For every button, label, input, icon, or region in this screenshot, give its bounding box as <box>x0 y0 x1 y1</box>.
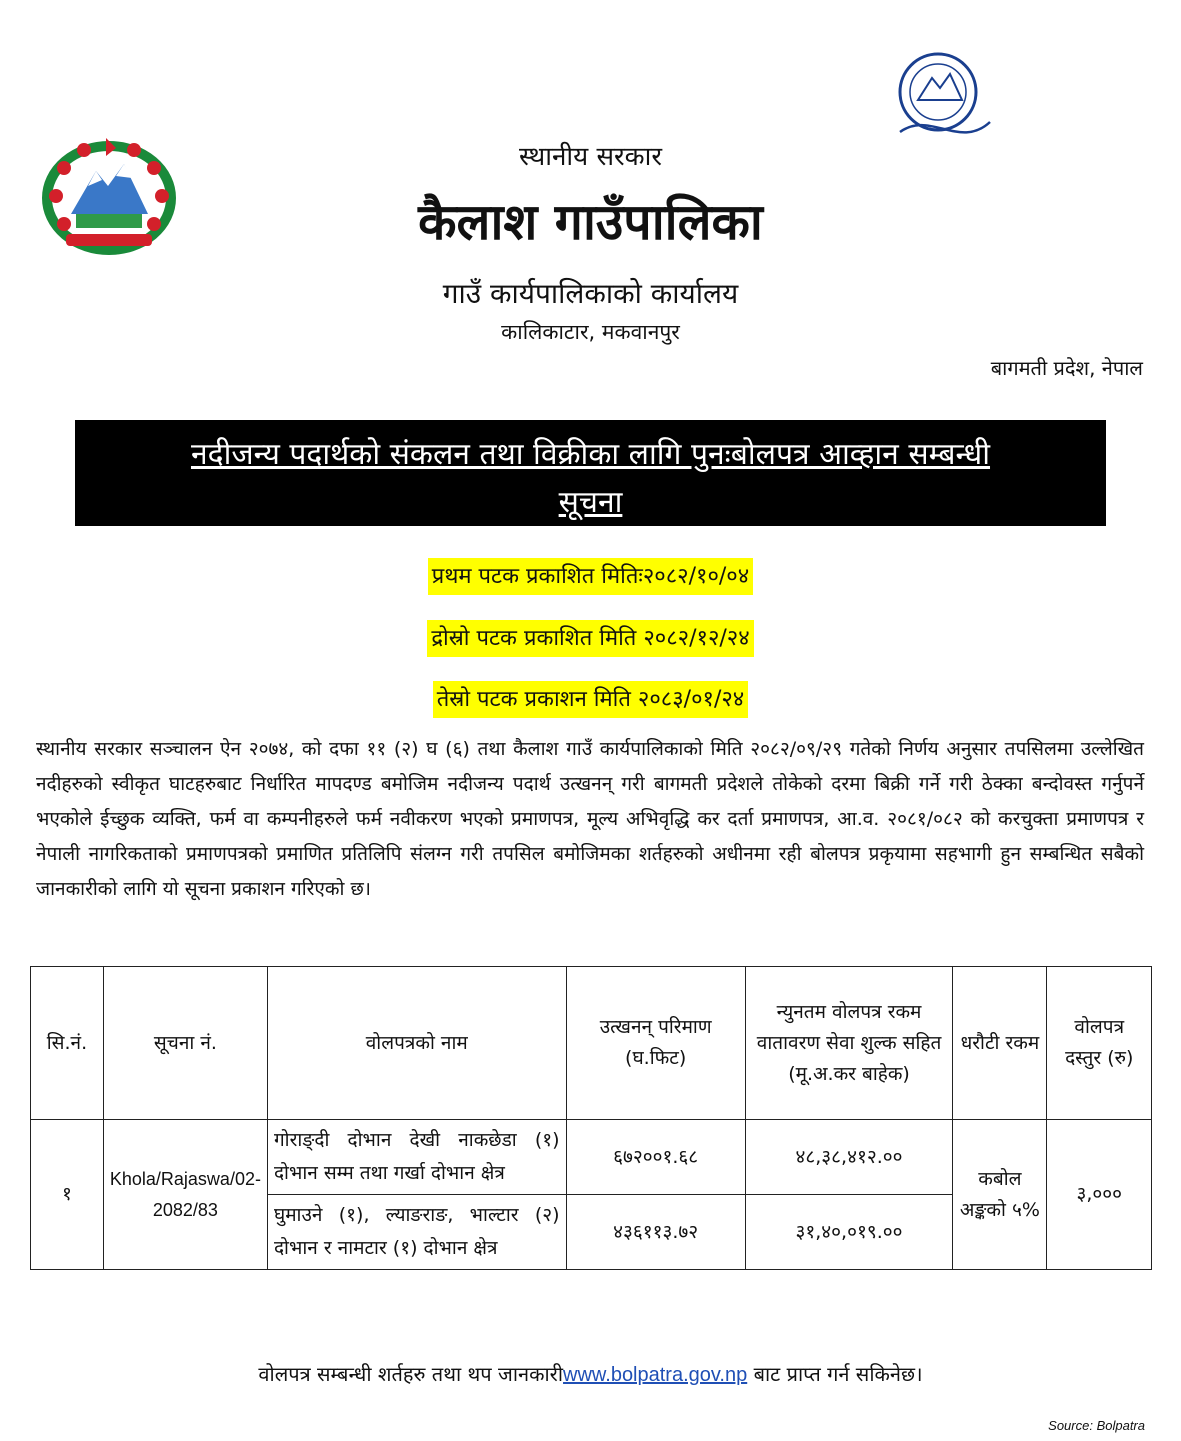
municipality-title: कैलाश गाउँपालिका <box>418 193 763 251</box>
table-header-row <box>31 967 1152 1120</box>
cell-quantity: ६७२००१.६८ <box>566 1120 745 1195</box>
publication-date-third: तेस्रो पटक प्रकाशन मिति २०८३/०१/२४ <box>0 683 1181 713</box>
footer-note <box>0 1360 1181 1387</box>
publication-date-second: द्रोस्रो पटक प्रकाशित मिति २०८२/१२/२४ <box>0 622 1181 652</box>
bolpatra-link[interactable]: www.bolpatra.gov.np <box>563 1364 748 1386</box>
notice-title-line2: सूचना <box>558 485 623 520</box>
footer-note-tail: बाट प्राप्त गर्न सकिनेछ। <box>747 1362 923 1386</box>
table-row <box>31 1120 1152 1195</box>
cell-notice-no: Khola/Rajaswa/02-2082/83 <box>103 1120 267 1270</box>
cell-tender-name: गोराङ्दी दोभान देखी नाकछेडा (१) दोभान सम्म तथा गर्खा दोभान क्षेत्र <box>267 1120 566 1195</box>
notice-title-box <box>75 420 1106 526</box>
source-credit: Source: Bolpatra <box>1048 1418 1145 1433</box>
header-quantity: उत्खनन् परिमाण (घ.फिट) <box>566 967 745 1120</box>
header-tender-name: वोलपत्रको नाम <box>267 967 566 1120</box>
office-address: कालिकाटार, मकवानपुर <box>501 320 680 344</box>
office-name: गाउँ कार्यपालिकाको कार्यालय <box>442 277 739 310</box>
cell-min-amount: ३१,४०,०१९.०० <box>745 1195 953 1270</box>
header-notice-no: सूचना नं. <box>103 967 267 1120</box>
cell-quantity: ४३६११३.७२ <box>566 1195 745 1270</box>
cell-min-amount: ४८,३८,४१२.०० <box>745 1120 953 1195</box>
local-government-label: स्थानीय सरकार <box>519 142 662 172</box>
header-sn: सि.नं. <box>31 967 104 1120</box>
cell-deposit: कबोल अङ्कको ५% <box>953 1120 1047 1270</box>
header-deposit: धरौटी रकम <box>953 967 1047 1120</box>
publication-date-first: प्रथम पटक प्रकाशित मितिः२०८२/१०/०४ <box>0 560 1181 590</box>
tender-table <box>30 966 1152 1270</box>
footer-note-text: वोलपत्र सम्बन्धी शर्तहरु तथा थप जानकारी <box>258 1362 564 1386</box>
province-label: बागमती प्रदेश, नेपाल <box>990 356 1143 380</box>
cell-tender-name: घुमाउने (१), ल्याङराङ, भाल्टार (२) दोभान र नामटार (१) दोभान क्षेत्र <box>267 1195 566 1270</box>
notice-body: स्थानीय सरकार सञ्चालन ऐन २०७४, को दफा ११ (२) घ (६) तथा कैलाश गाउँ कार्यपालिकाको मिति २०८२/०९/२९ गतेको निर्णय अनुसार तपसिलमा उल्लेखित नदीहरुको स्वीकृत घाटहरुबाट निर्धारित मापदण्ड बमोजिम नदीजन्य पदार्थ उत्खनन् गरी बागमती प्रदेशले तोकेको दरमा बिक्री गर्ने गरी ठेक्का बन्दोवस्त गर्नुपर्ने भएकोले ईच्छुक व्यक्ति, फर्म वा कम्पनीहरुले फर्म नवीकरण भएको प्रमाणपत्र, मूल्य अभिवृद्धि कर दर्ता प्रमाणपत्र, आ.व. २०८१/०८२ को करचुक्ता प्रमाणपत्र र नेपाली नागरिकताको प्रमाणपत्रको प्रमाणित प्रतिलिपि संलग्न गरी तपसिल बमोजिमका शर्तहरुको अधीनमा रही बोलपत्र प्रकृयामा सहभागी हुन सम्बन्धित सबैको जानकारीको लागि यो सूचना प्रकाशन गरिएको छ। <box>36 738 1144 900</box>
notice-title-line1: नदीजन्य पदार्थको संकलन तथा विक्रीका लागि पुनःबोलपत्र आव्हान सम्बन्धी <box>190 437 991 472</box>
cell-fee: ३,००० <box>1047 1120 1152 1270</box>
cell-sn: १ <box>31 1120 104 1270</box>
header-fee: वोलपत्र दस्तुर (रु) <box>1047 967 1152 1120</box>
header-min-amount: न्युनतम वोलपत्र रकम वातावरण सेवा शुल्क सहित (मू.अ.कर बाहेक) <box>745 967 953 1120</box>
